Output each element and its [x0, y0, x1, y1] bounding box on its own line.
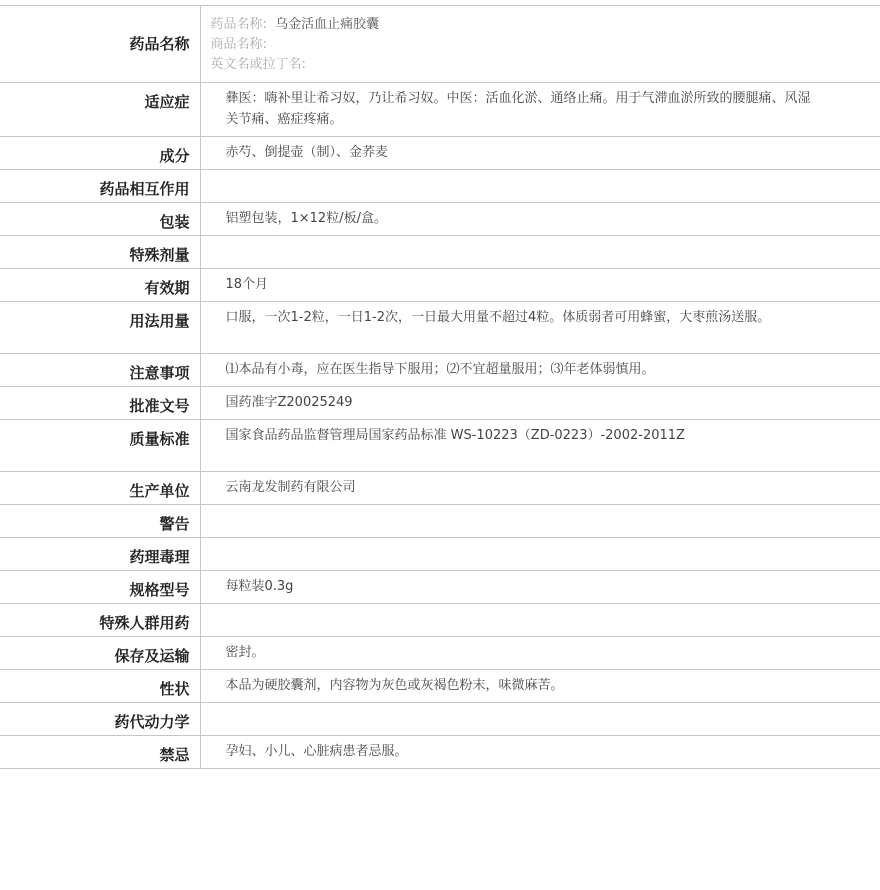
info-row-special-dosage: [0, 236, 880, 269]
packaging-label: 包装: [0, 203, 200, 236]
interactions-label: 药品相互作用: [0, 170, 200, 203]
latin-name-line: [211, 55, 861, 75]
drug-name-line: [211, 15, 861, 35]
warning-label: 警告: [0, 505, 200, 538]
storage-label: 保存及运输: [0, 637, 200, 670]
interactions-value: [200, 170, 880, 203]
specification-value: 每粒装0.3g: [200, 571, 880, 604]
info-row-interactions: [0, 170, 880, 203]
info-row-approval-number: [0, 387, 880, 420]
trade-name-key: 商品名称:: [210, 37, 267, 52]
pharmacokinetics-label: 药代动力学: [0, 703, 200, 736]
ingredients-label: 成分: [0, 137, 200, 170]
shelf-life-value: 18个月: [200, 269, 880, 302]
quality-standard-value: 国家食品药品监督管理局国家药品标准 WS-10223（ZD-0223）-2002-2011Z: [200, 420, 880, 472]
ingredients-value: 赤芍、倒提壶（制）、金荞麦: [200, 137, 880, 170]
special-dosage-value: [200, 236, 880, 269]
info-row-description: [0, 670, 880, 703]
info-row-storage: [0, 637, 880, 670]
shelf-life-label: 有效期: [0, 269, 200, 302]
trade-name-line: [211, 35, 861, 55]
drug-name-label: 药品名称: [0, 6, 200, 83]
approval-number-label: 批准文号: [0, 387, 200, 420]
contraindications-value: 孕妇、小儿、心脏病患者忌服。: [200, 736, 880, 769]
contraindications-label: 禁忌: [0, 736, 200, 769]
packaging-value: 铝塑包装，1×12粒/板/盒。: [200, 203, 880, 236]
drug-name-row: [0, 6, 880, 83]
info-row-indications: [0, 83, 880, 137]
description-label: 性状: [0, 670, 200, 703]
info-row-special-population: [0, 604, 880, 637]
precautions-value: ⑴本品有小毒，应在医生指导下服用；⑵不宜超量服用；⑶年老体弱慎用。: [200, 354, 880, 387]
latin-name-key: 英文名或拉丁名:: [210, 57, 306, 72]
description-value: 本品为硬胶囊剂，内容物为灰色或灰褐色粉末，味微麻苦。: [200, 670, 880, 703]
manufacturer-value: 云南龙发制药有限公司: [200, 472, 880, 505]
special-population-label: 特殊人群用药: [0, 604, 200, 637]
approval-number-value: 国药准字Z20025249: [200, 387, 880, 420]
precautions-label: 注意事项: [0, 354, 200, 387]
manufacturer-label: 生产单位: [0, 472, 200, 505]
pharmacology-label: 药理毒理: [0, 538, 200, 571]
special-population-value: [200, 604, 880, 637]
info-row-ingredients: [0, 137, 880, 170]
usage-value: 口服，一次1-2粒，一日1-2次，一日最大用量不超过4粒。体质弱者可用蜂蜜，大枣煎汤送服。: [200, 302, 880, 354]
quality-standard-label: 质量标准: [0, 420, 200, 472]
info-row-pharmacology: [0, 538, 880, 571]
info-row-contraindications: [0, 736, 880, 769]
drug-info-table: [0, 5, 880, 769]
drug-name-key: 药品名称:: [210, 17, 267, 32]
drug-name-cell: [200, 6, 880, 83]
indications-value: 彝医：嗨补里让希习奴，乃让希习奴。中医：活血化淤、通络止痛。用于气滞血淤所致的腰腿痛、风湿关节痛、癌症疼痛。: [200, 83, 880, 137]
pharmacokinetics-value: [200, 703, 880, 736]
pharmacology-value: [200, 538, 880, 571]
info-row-manufacturer: [0, 472, 880, 505]
info-row-precautions: [0, 354, 880, 387]
info-row-pharmacokinetics: [0, 703, 880, 736]
special-dosage-label: 特殊剂量: [0, 236, 200, 269]
info-row-quality-standard: [0, 420, 880, 472]
info-row-warning: [0, 505, 880, 538]
info-row-packaging: [0, 203, 880, 236]
indications-label: 适应症: [0, 83, 200, 137]
info-row-shelf-life: [0, 269, 880, 302]
info-row-specification: [0, 571, 880, 604]
specification-label: 规格型号: [0, 571, 200, 604]
storage-value: 密封。: [200, 637, 880, 670]
drug-name-value: 乌金活血止痛胶囊: [275, 17, 380, 32]
info-row-usage: [0, 302, 880, 354]
warning-value: [200, 505, 880, 538]
usage-label: 用法用量: [0, 302, 200, 354]
